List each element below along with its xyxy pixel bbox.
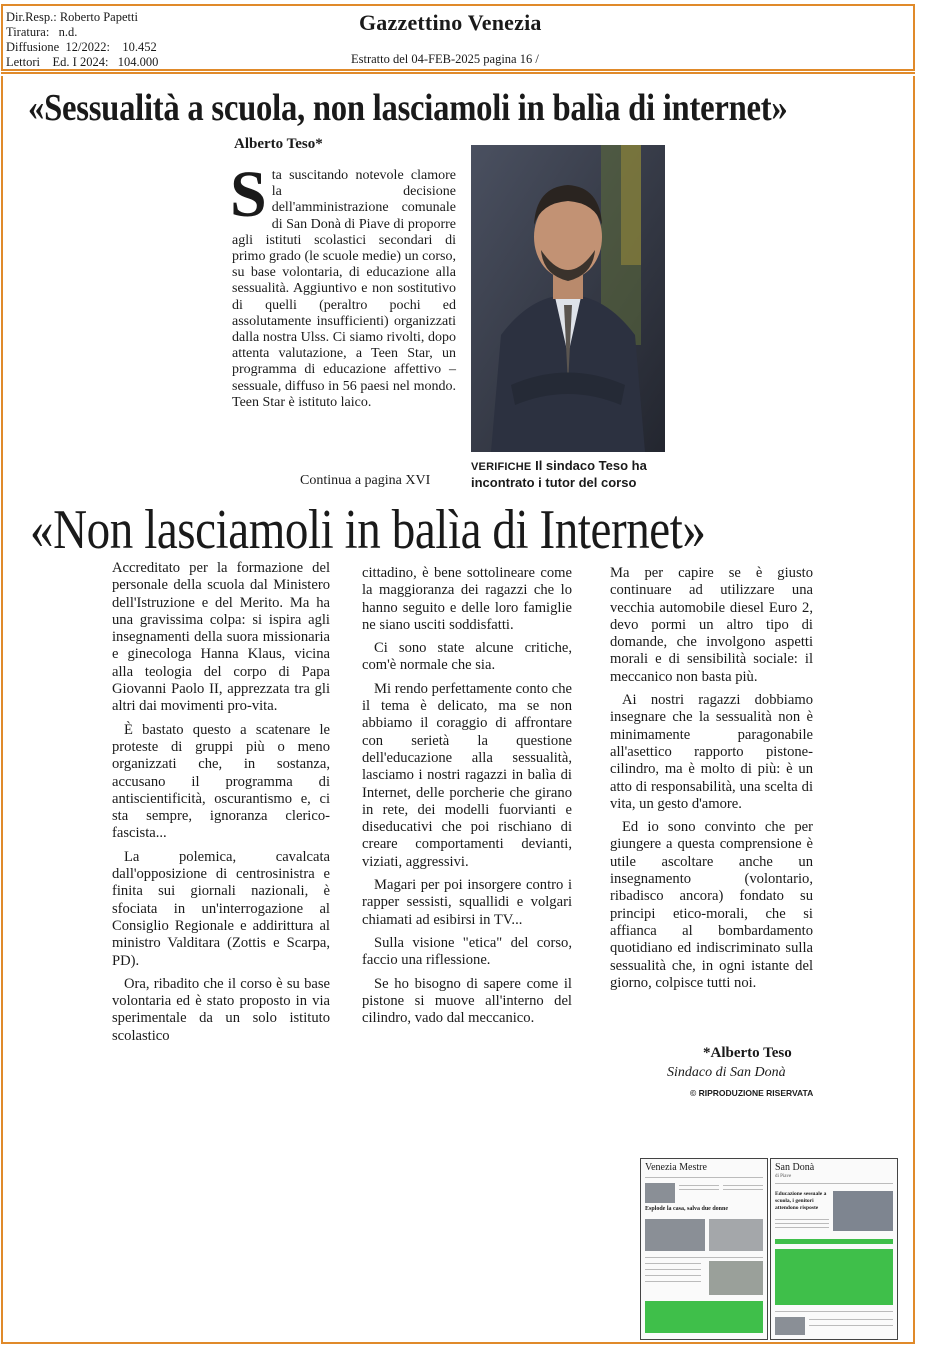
extract-info: Estratto del 04-FEB-2025 pagina 16 / <box>351 52 539 66</box>
meta-circulation: Diffusione 12/2022: 10.452 <box>6 40 157 54</box>
mayor-portrait-illustration <box>471 145 665 452</box>
mayor-photo <box>471 145 665 452</box>
thumb-rule <box>679 1185 719 1186</box>
intro-text <box>230 158 457 411</box>
col1-paragraph: Ora, ribadito che il corso è su base volontaria ed è stato proposto in via sperimentale da un solo istituto scolastico <box>112 975 330 1044</box>
thumb-rule <box>645 1275 701 1276</box>
header-divider <box>1 72 915 74</box>
col2-paragraph: Mi rendo perfettamente conto che il tema è delicato, ma se non abbiamo il coraggio di affrontare con serietà la questione dell'educazione alla sessualità, lasciamo i nostri ragazzi in balìa di Internet, delle porcherie che girano in rete, dei modelli fuorvianti e diseducativi che poi rischiano di creare comportamenti devianti, viziati, aggressivi. <box>362 680 572 870</box>
thumb-rule <box>775 1227 829 1228</box>
thumb2-headline: Educazione sessuale a scuola, i genitori attendono risposte <box>775 1191 827 1211</box>
thumb1-title: Venezia Mestre <box>645 1162 707 1173</box>
col2-paragraph: Magari per poi insorgere contro i rapper sessisti, squallidi e volgari chiamati ad esibirsi in TV... <box>362 877 572 928</box>
caption-tag: VERIFICHE <box>471 461 532 473</box>
thumb1-headline: Esplode la casa, salva due donne <box>645 1206 729 1212</box>
thumb-green-bar <box>775 1239 893 1244</box>
col2-paragraph: cittadino, è bene sottolineare come la maggioranza dei ragazzi che lo hanno seguito e delle loro famiglie ne siano usciti soddisfatti. <box>362 565 572 633</box>
signature-name: *Alberto Teso <box>703 1045 792 1061</box>
page-thumbnail-1[interactable] <box>640 1158 768 1340</box>
publication-meta <box>6 10 158 70</box>
meta-print-run: Tiratura: n.d. <box>6 25 78 39</box>
thumb-rule <box>645 1269 701 1270</box>
caption-text: Il sindaco Teso ha incontrato i tutor del corso <box>471 458 647 490</box>
thumb-rule <box>645 1263 701 1264</box>
thumb-image <box>645 1219 705 1251</box>
thumb-rule <box>645 1281 701 1282</box>
meta-readers: Lettori Ed. I 2024: 104.000 <box>6 55 159 69</box>
page-thumbnail-2[interactable] <box>770 1158 898 1340</box>
meta-director: Dir.Resp.: Roberto Papetti <box>6 10 138 24</box>
thumb-rule <box>723 1185 763 1186</box>
signature-role: Sindaco di San Donà <box>667 1065 786 1080</box>
drop-cap: S <box>230 158 267 231</box>
article-column-1 <box>112 560 330 1051</box>
thumb-rule <box>775 1311 893 1312</box>
col1-paragraph: Accreditato per la formazione del personale della scuola dal Ministero dell'Istruzione e del Merito. Ma ha una gravissima colpa: si ispira agli insegnamenti della suora missionaria e ginecologa Hanna Klaus, vicina alla teologia del corpo di Papa Giovanni Paolo II, apprezzata tra gli altri dai movimenti pro-vita. <box>112 560 330 715</box>
col3-paragraph: Ai nostri ragazzi dobbiamo insegnare che la sessualità non è minimamente paragonabile all'asettico rapporto pistone-cilindro, ma è molto di più: è un atto di responsabilità, una scelta di vita, un gesto d'amore. <box>610 692 813 812</box>
thumb-rule <box>809 1325 893 1326</box>
thumb-rule <box>679 1189 719 1190</box>
thumb-green-block <box>775 1249 893 1305</box>
thumb-green-block <box>645 1301 763 1333</box>
thumb-rule <box>775 1183 893 1184</box>
col3-paragraph: Ma per capire se è giusto continuare ad utilizzare una vecchia automobile diesel Euro 2, devo pormi un altro tipo di domande, che involgono aspetti morali e di sensibilità sociale: il meccanico non basta più. <box>610 565 813 685</box>
thumb-rule <box>809 1319 893 1320</box>
article-column-2 <box>362 565 572 1033</box>
intro-paragraph: ta suscitando notevole clamore la decisione dell'amministrazione comunale di San Donà di Piave di proporre agli istituti scolastici secondari di primo grado (le scuole medie) un corso, su base volontaria, di educazione alla sessualità. Aggiuntivo e non sostitutivo di quelli (peraltro pochi ed assolutamente insufficienti) organizzati dalla nostra Ulss. Ci siamo rivolti, dopo attenta valutazione, a Teen Star, un programma di educazione affettivo – sessuale, diffuso in 56 paesi nel mondo. Teen Star è istituto laico. <box>232 168 457 410</box>
col1-paragraph: È bastato questo a scatenare le proteste di gruppi più o meno organizzati che, in sostanza, accusano il programma di antiscientificità, oscurantismo e, ci sta sempre, ignoranza clerico-fascista... <box>112 721 330 842</box>
thumb-rule <box>775 1223 829 1224</box>
thumb-image <box>709 1219 763 1251</box>
thumb2-subtitle: di Piave <box>775 1174 792 1179</box>
thumb2-title: San Donà <box>775 1162 815 1173</box>
thumb-image <box>709 1261 763 1295</box>
thumb-rule <box>723 1189 763 1190</box>
col1-paragraph: La polemica, cavalcata dall'opposizione di centrosinistra e finita sui giornali nazionali, è sfociata in un'interrogazione al Consiglio Regionale e addirittura al ministro Valditara (Zottis e Scarpa, PD). <box>112 848 330 969</box>
thumb-rule <box>645 1257 763 1258</box>
col2-paragraph: Ci sono state alcune critiche, com'è normale che sia. <box>362 640 572 674</box>
thumb-image <box>775 1317 805 1335</box>
thumb-image <box>833 1191 893 1231</box>
photo-caption <box>471 458 691 491</box>
article-column-3 <box>610 565 813 998</box>
continued-note: Continua a pagina XVI <box>300 473 431 488</box>
thumb-image <box>645 1183 675 1203</box>
upper-headline: «Sessualità a scuola, non lasciamoli in balìa di internet» <box>28 87 788 129</box>
copyright-notice: © RIPRODUZIONE RISERVATA <box>690 1088 814 1098</box>
byline: Alberto Teso* <box>234 136 323 152</box>
col2-paragraph: Se ho bisogno di sapere come il pistone si muove all'interno del cilindro, vado dal meccanico. <box>362 975 572 1027</box>
col2-paragraph: Sulla visione "etica" del corso, faccio una riflessione. <box>362 934 572 969</box>
newspaper-masthead: Gazzettino Venezia <box>359 10 542 35</box>
col3-paragraph: Ed io sono convinto che per giungere a questa comprensione è utile ascoltare anche un insegnamento (volontario, ribadisco ancora) fondato su principi etico-morali, che si affianca al bombardamento quotidiano ed indiscriminato sulla sessualità che, in ogni istante del giorno, colpisce tutti noi. <box>610 819 813 991</box>
thumb-rule <box>645 1177 763 1178</box>
main-headline: «Non lasciamoli in balìa di Internet» <box>30 499 706 561</box>
document-header <box>1 4 915 71</box>
thumb-rule <box>775 1219 829 1220</box>
